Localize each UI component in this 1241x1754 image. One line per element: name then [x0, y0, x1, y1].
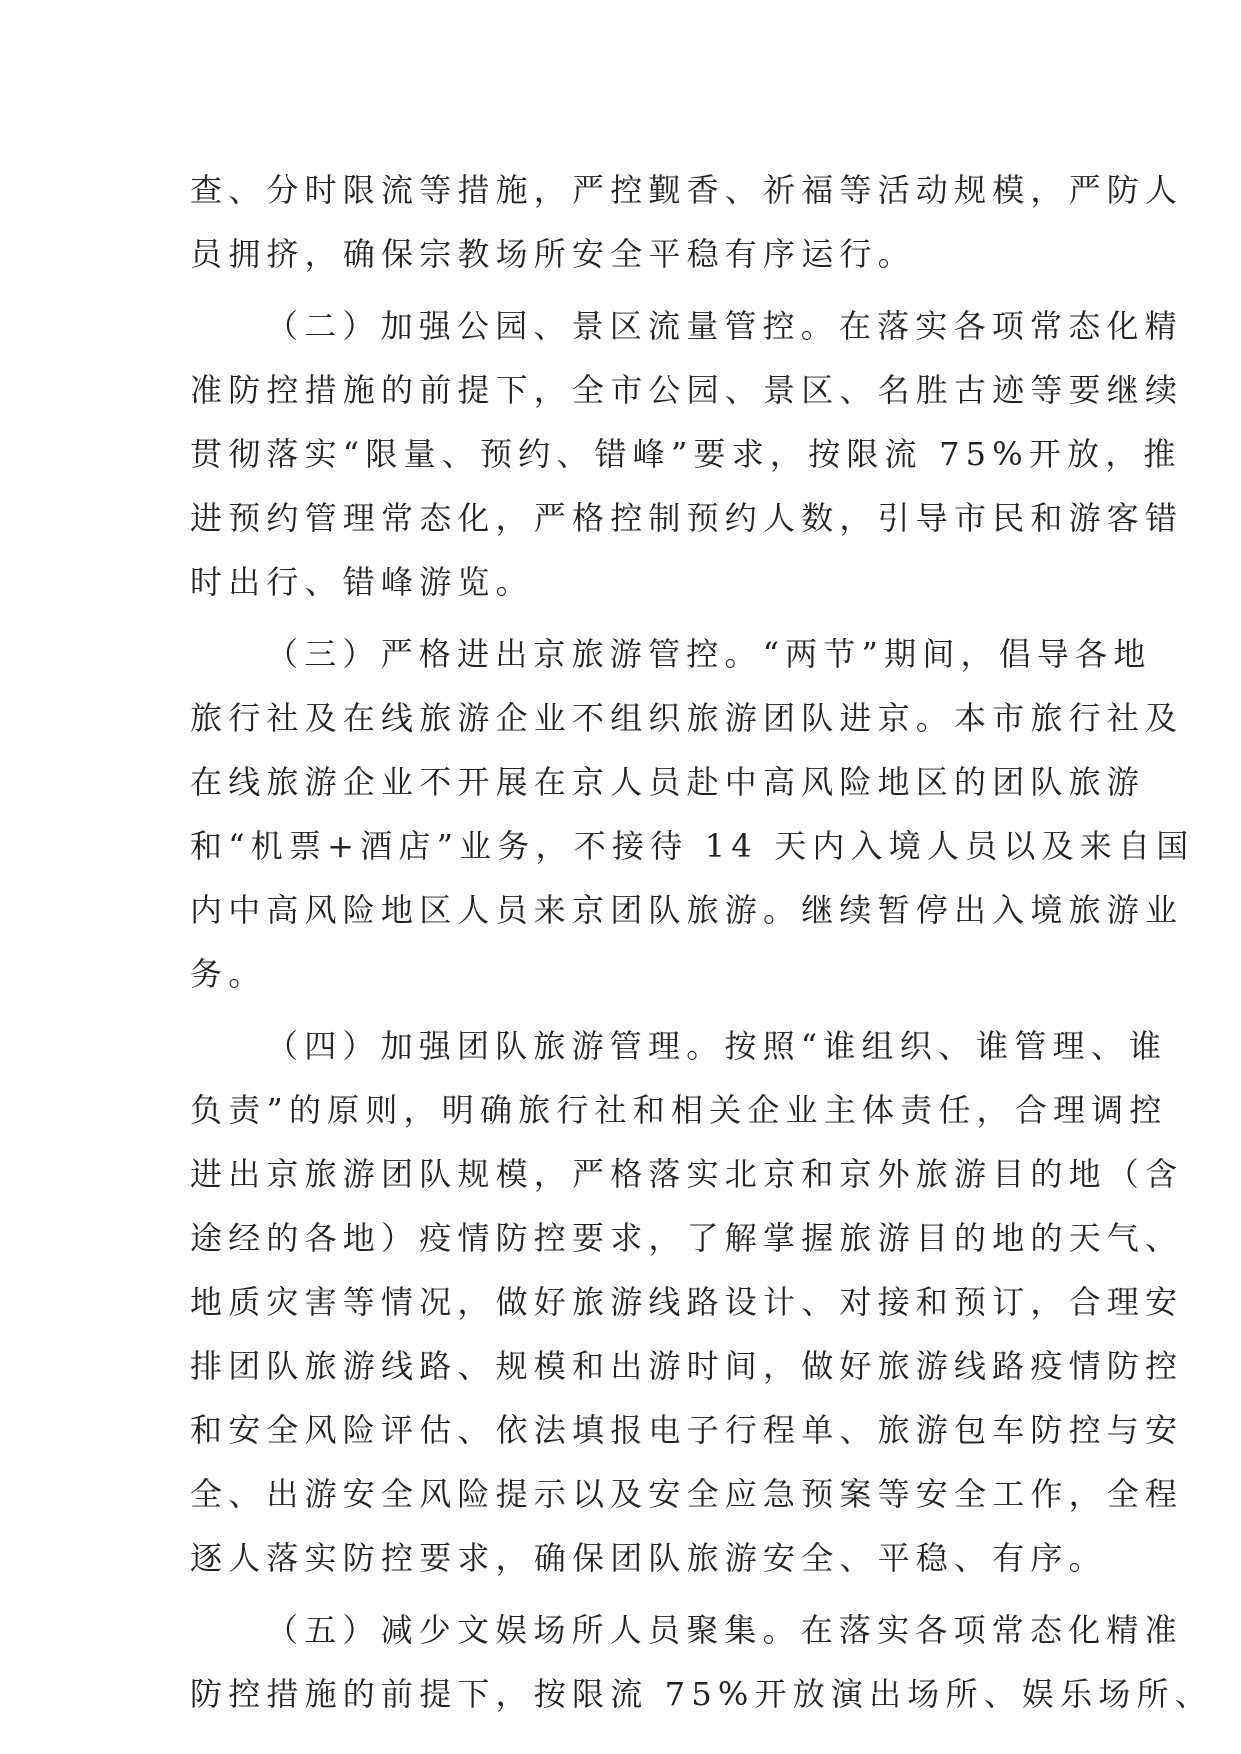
text-line: 地质灾害等情况，做好旅游线路设计、对接和预订，合理安	[190, 1283, 1184, 1321]
text-line: 进预约管理常态化，严格控制预约人数，引导市民和游客错	[190, 499, 1184, 537]
paragraph-1	[190, 158, 1184, 286]
text-line: 和安全风险评估、依法填报电子行程单、旅游包车防控与安	[190, 1411, 1184, 1449]
text-line: 内中高风险地区人员来京团队旅游。继续暂停出入境旅游业	[190, 891, 1184, 929]
paragraph-5	[190, 1598, 1213, 1726]
text-line: 准防控措施的前提下，全市公园、景区、名胜古迹等要继续	[190, 371, 1184, 409]
text-line: 在线旅游企业不开展在京人员赴中高风险地区的团队旅游	[190, 763, 1146, 801]
text-line: （四）加强团队旅游管理。按照“谁组织、谁管理、谁	[266, 1027, 1168, 1065]
text-line: 旅行社及在线旅游企业不组织旅游团队进京。本市旅行社及	[190, 699, 1184, 737]
text-line: （二）加强公园、景区流量管控。在落实各项常态化精	[266, 307, 1183, 345]
text-line: 防控措施的前提下，按限流 75%开放演出场所、娱乐场所、	[190, 1675, 1213, 1713]
text-line: 务。	[190, 955, 267, 993]
text-line: （三）严格进出京旅游管控。“两节”期间，倡导各地	[266, 635, 1152, 673]
text-line: （五）减少文娱场所人员聚集。在落实各项常态化精准	[266, 1611, 1183, 1649]
text-line: 和“机票+酒店”业务，不接待 14 天内入境人员以及来自国	[190, 827, 1195, 865]
text-line: 途经的各地）疫情防控要求，了解掌握旅游目的地的天气、	[190, 1219, 1184, 1257]
text-line: 员拥挤，确保宗教场所安全平稳有序运行。	[190, 235, 916, 273]
text-line: 查、分时限流等措施，严控觐香、祈福等活动规模，严防人	[190, 171, 1184, 209]
text-line: 时出行、错峰游览。	[190, 563, 534, 601]
text-line: 负责”的原则，明确旅行社和相关企业主体责任，合理调控	[190, 1091, 1168, 1129]
text-line: 贯彻落实“限量、预约、错峰”要求，按限流 75%开放，推	[190, 435, 1182, 473]
text-line: 逐人落实防控要求，确保团队旅游安全、平稳、有序。	[190, 1539, 1107, 1577]
text-line: 进出京旅游团队规模，严格落实北京和京外旅游目的地（含	[190, 1155, 1184, 1193]
paragraph-2	[190, 294, 1184, 614]
text-line: 全、出游安全风险提示以及安全应急预案等安全工作，全程	[190, 1475, 1184, 1513]
text-line: 排团队旅游线路、规模和出游时间，做好旅游线路疫情防控	[190, 1347, 1184, 1385]
paragraph-3	[190, 622, 1195, 1006]
paragraph-4	[190, 1014, 1184, 1590]
body-text	[190, 158, 1213, 1726]
